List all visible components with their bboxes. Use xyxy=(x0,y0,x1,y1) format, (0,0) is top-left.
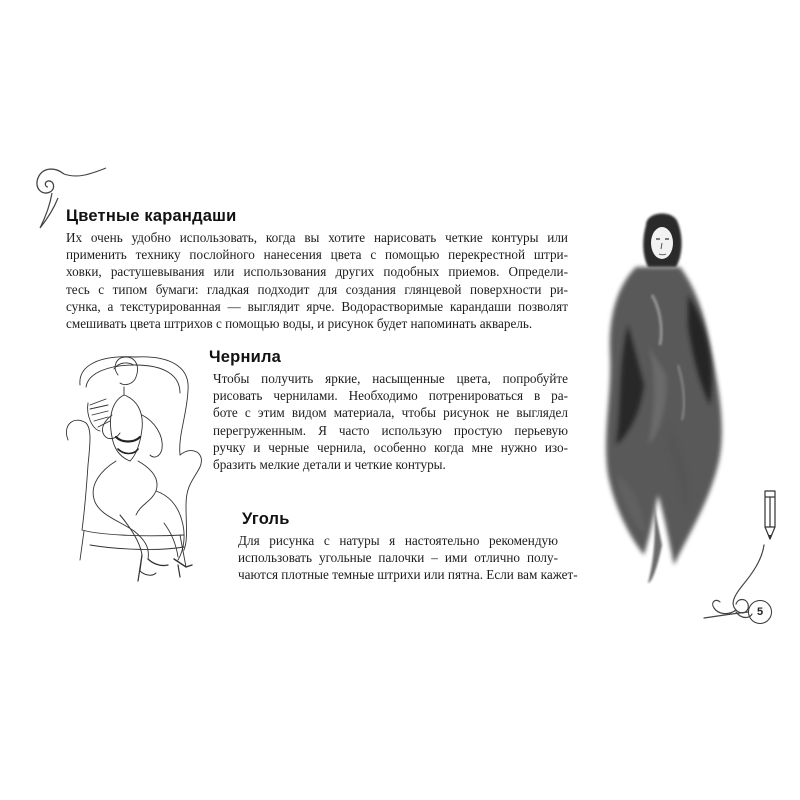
text-line: рисовать чернилами. Необходимо потренироваться в ра- xyxy=(213,388,568,404)
pencil-icon xyxy=(760,485,780,545)
section-text-colored-pencils xyxy=(66,229,568,332)
text-line: смешивать цвета штрихов с помощью воды, и рисунок будет напоминать акварель. xyxy=(66,316,533,332)
text-line: ховки, растушевывания или использования других подобных приемов. Определи- xyxy=(66,264,568,280)
text-line: перегруженным. Я часто использую простую перьевую xyxy=(213,422,568,438)
text-line: бразить мелкие детали и четкие контуры. xyxy=(213,457,446,473)
section-title-ink: Чернила xyxy=(209,348,282,366)
ink-watercolor-woman-figure xyxy=(588,205,748,590)
text-line: применить технику послойного нанесения цвета с помощью перекрестной штри- xyxy=(66,247,568,263)
text-line: ручку и черные чернила, особенно когда мне нужно изо- xyxy=(213,439,568,455)
text-line: сунка, а текстурированная — выглядит ярче. Водорастворимые карандаши позволят xyxy=(66,298,568,314)
woman-in-armchair-sketch xyxy=(60,345,210,585)
text-line: боте с этим видом материала, чтобы рисунок не выглядел xyxy=(213,405,568,421)
section-text-charcoal xyxy=(238,532,578,584)
text-line: использовать угольные палочки – ими отлично полу- xyxy=(238,550,558,566)
page-number: 5 xyxy=(748,600,772,624)
section-title-colored-pencils: Цветные карандаши xyxy=(66,207,237,225)
text-line: чаются плотные темные штрихи или пятна. Если вам кажет- xyxy=(238,567,578,583)
section-text-ink xyxy=(213,370,568,473)
text-line: Их очень удобно использовать, когда вы хотите нарисовать четкие контуры или xyxy=(66,230,568,245)
section-title-charcoal: Уголь xyxy=(242,510,290,528)
text-line: тесь с типом бумаги: гладкая подходит для создания глянцевой поверхности ри- xyxy=(66,281,568,297)
text-line: Для рисунка с натуры я настоятельно рекомендую xyxy=(238,533,558,548)
text-line: Чтобы получить яркие, насыщенные цвета, попробуйте xyxy=(213,371,568,386)
